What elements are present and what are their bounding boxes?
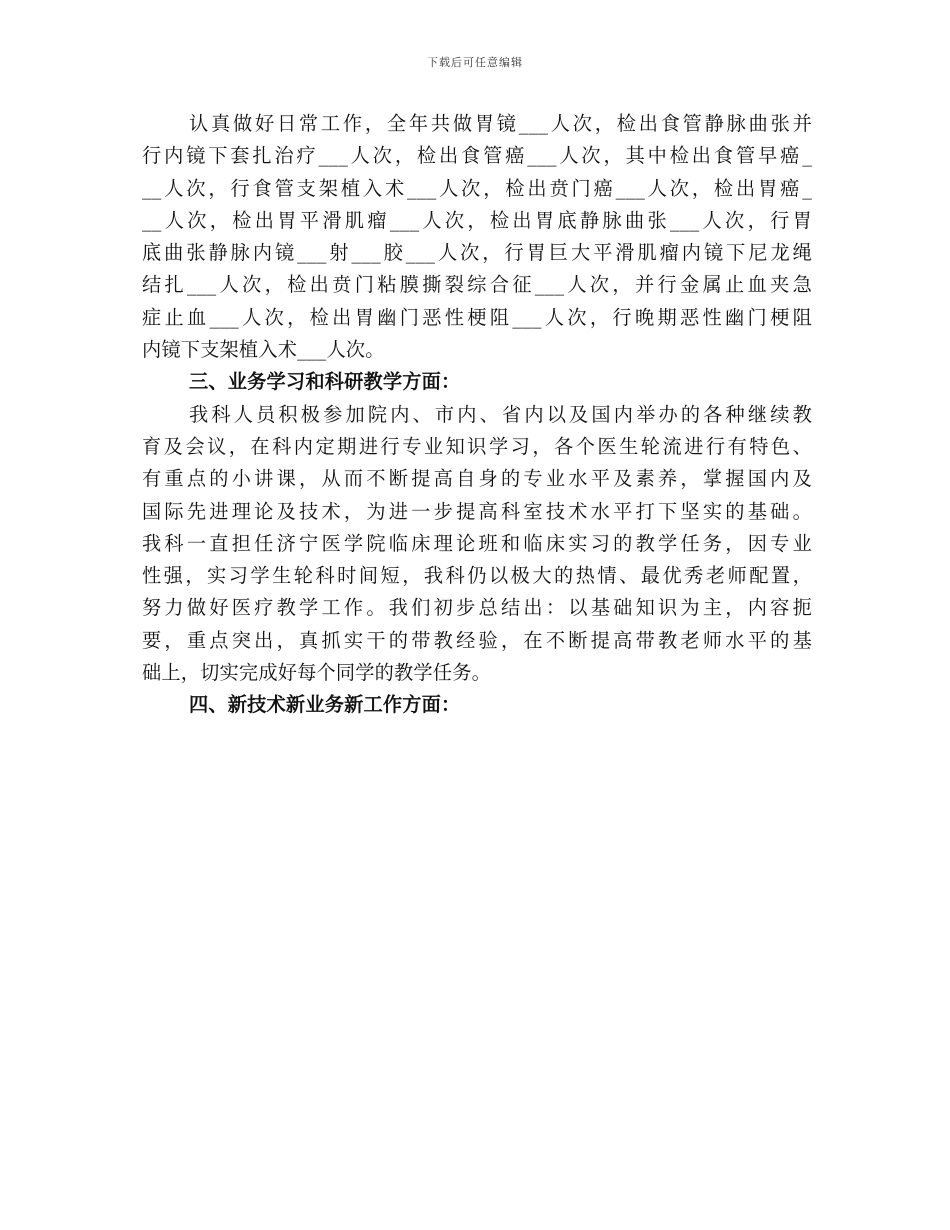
document-body [142,108,812,722]
paragraph-line: 要，重点突出，真抓实干的带教经验，在不断提高带教老师水平的基 [142,628,812,652]
paragraph-line: 内镜下支架植入术___人次。 [142,338,385,362]
paragraph-line: 国际先进理论及技术，为进一步提高科室技术水平打下坚实的基础。 [142,499,812,523]
paragraph-line: 础上，切实完成好每个同学的教学任务。 [142,661,491,685]
paragraph-line: 认真做好日常工作，全年共做胃镜___人次，检出食管静脉曲张并 [189,112,812,135]
paragraph-line: 性强，实习学生轮科时间短，我科仍以极大的热情、最优秀老师配置， [142,564,812,588]
paragraph-line: __人次，行食管支架植入术___人次，检出贲门癌___人次，检出胃癌_ [142,176,812,200]
paragraph-line: 努力做好医疗教学工作。我们初步总结出：以基础知识为主，内容扼 [142,596,812,620]
paragraph-line: 我科一直担任济宁医学院临床理论班和临床实习的教学任务，因专业 [142,531,812,555]
section-heading-4: 四、新技术新业务新工作方面： [189,693,461,717]
paragraph-line: 行内镜下套扎治疗___人次，检出食管癌___人次，其中检出食管早癌_ [142,144,812,168]
paragraph-line: 我科人员积极参加院内、市内、省内以及国内举办的各种继续教 [189,402,812,426]
section-heading-3: 三、业务学习和科研教学方面： [189,370,461,394]
page-header-note: 下载后可任意编辑 [427,56,523,69]
paragraph-line: 症止血___人次，检出胃幽门恶性梗阻___人次，行晚期恶性幽门梗阻 [142,305,812,329]
paragraph-line: 育及会议，在科内定期进行专业知识学习，各个医生轮流进行有特色、 [142,434,812,458]
paragraph-line: 底曲张静脉内镜___射___胶___人次，行胃巨大平滑肌瘤内镜下尼龙绳 [142,241,812,265]
paragraph-line: 结扎___人次，检出贲门粘膜撕裂综合征___人次，并行金属止血夹急 [142,273,812,297]
paragraph-line: 有重点的小讲课，从而不断提高自身的专业水平及素养，掌握国内及 [142,467,812,491]
paragraph-line: __人次，检出胃平滑肌瘤___人次，检出胃底静脉曲张___人次，行胃 [142,208,812,232]
